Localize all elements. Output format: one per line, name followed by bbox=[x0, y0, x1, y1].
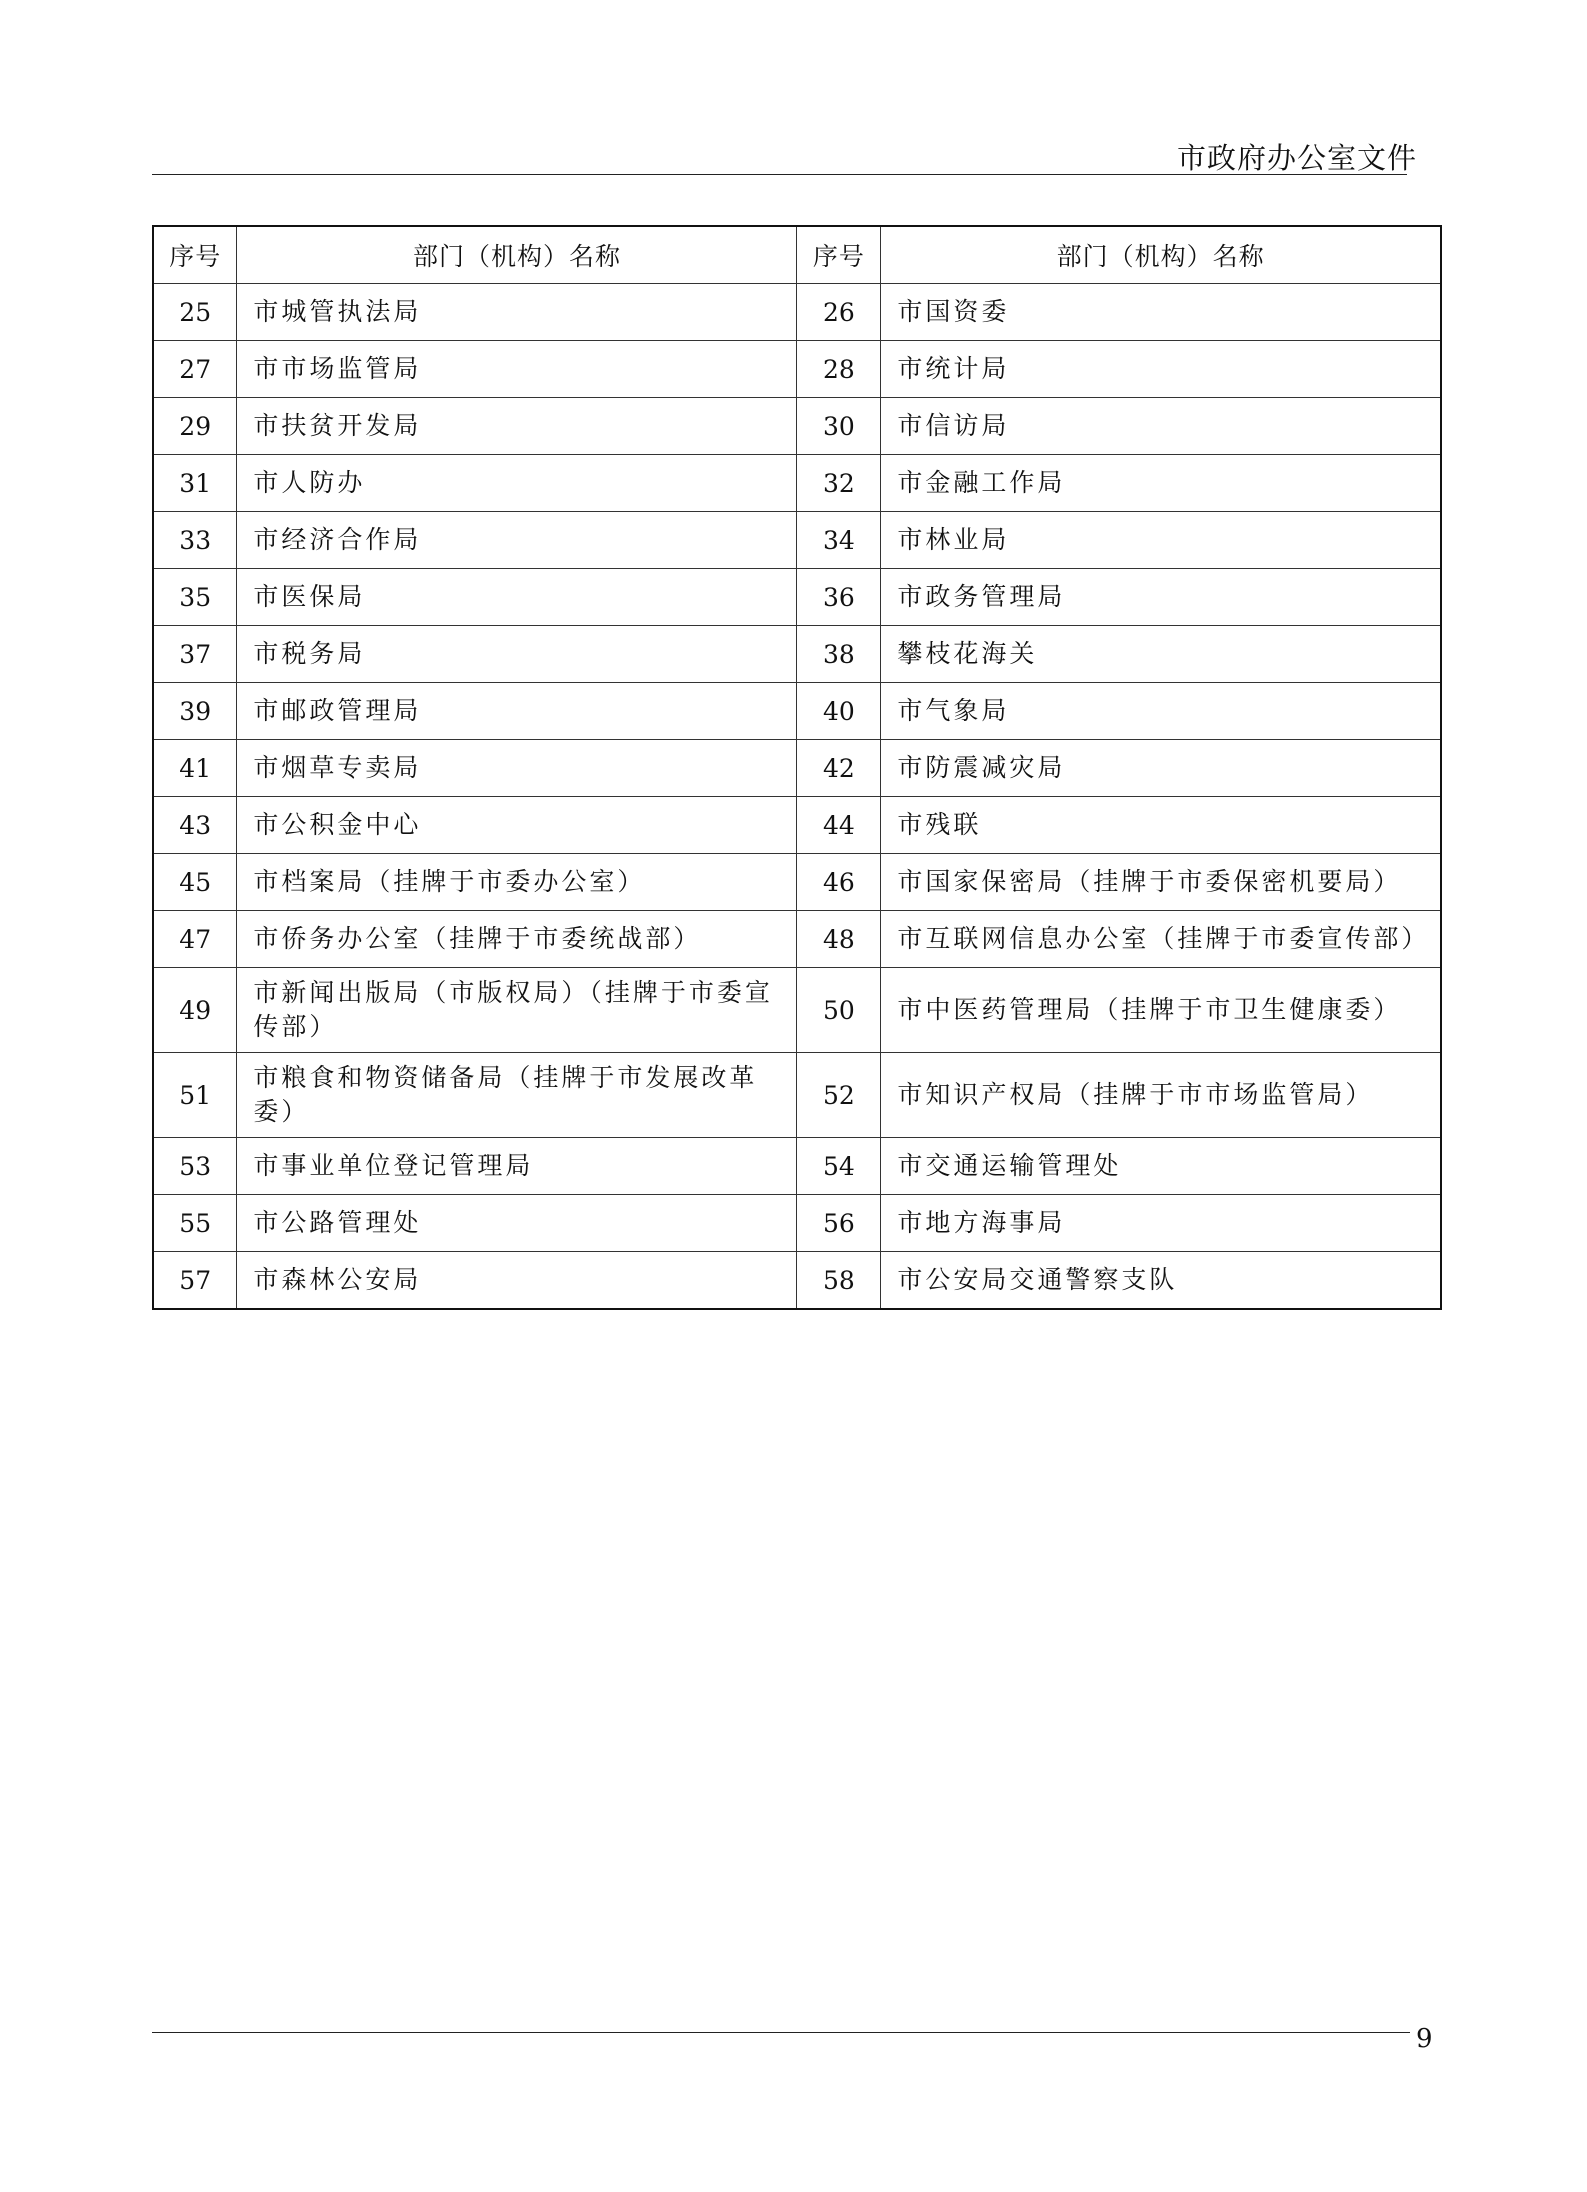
row-number: 49 bbox=[153, 968, 237, 1053]
department-name: 市公积金中心 bbox=[237, 797, 797, 854]
table-row bbox=[153, 1195, 1441, 1252]
row-number: 54 bbox=[797, 1138, 881, 1195]
row-number: 29 bbox=[153, 398, 237, 455]
row-number: 58 bbox=[797, 1252, 881, 1310]
department-name: 市公安局交通警察支队 bbox=[881, 1252, 1441, 1310]
row-number: 25 bbox=[153, 284, 237, 341]
header-seq-right: 序号 bbox=[797, 226, 881, 284]
department-name: 市林业局 bbox=[881, 512, 1441, 569]
row-number: 47 bbox=[153, 911, 237, 968]
row-number: 51 bbox=[153, 1053, 237, 1138]
department-name: 市档案局（挂牌于市委办公室） bbox=[237, 854, 797, 911]
department-name: 市粮食和物资储备局（挂牌于市发展改革委） bbox=[237, 1053, 797, 1138]
department-name: 市金融工作局 bbox=[881, 455, 1441, 512]
row-number: 36 bbox=[797, 569, 881, 626]
table-row bbox=[153, 569, 1441, 626]
row-number: 38 bbox=[797, 626, 881, 683]
department-name: 市气象局 bbox=[881, 683, 1441, 740]
page-number: 9 bbox=[1416, 2024, 1433, 2054]
row-number: 53 bbox=[153, 1138, 237, 1195]
row-number: 33 bbox=[153, 512, 237, 569]
row-number: 31 bbox=[153, 455, 237, 512]
header-dept-left: 部门（机构）名称 bbox=[237, 226, 797, 284]
table-row bbox=[153, 512, 1441, 569]
table-row bbox=[153, 797, 1441, 854]
department-name: 市税务局 bbox=[237, 626, 797, 683]
department-name: 市经济合作局 bbox=[237, 512, 797, 569]
department-name: 市医保局 bbox=[237, 569, 797, 626]
department-name: 市扶贫开发局 bbox=[237, 398, 797, 455]
header-rule bbox=[152, 174, 1407, 175]
department-name: 市知识产权局（挂牌于市市场监管局） bbox=[881, 1053, 1441, 1138]
department-name: 市烟草专卖局 bbox=[237, 740, 797, 797]
row-number: 45 bbox=[153, 854, 237, 911]
table-row bbox=[153, 626, 1441, 683]
row-number: 39 bbox=[153, 683, 237, 740]
department-name: 市政务管理局 bbox=[881, 569, 1441, 626]
row-number: 44 bbox=[797, 797, 881, 854]
department-name: 市新闻出版局（市版权局）（挂牌于市委宣传部） bbox=[237, 968, 797, 1053]
table-row bbox=[153, 1252, 1441, 1310]
table-row bbox=[153, 398, 1441, 455]
department-name: 市互联网信息办公室（挂牌于市委宣传部） bbox=[881, 911, 1441, 968]
row-number: 27 bbox=[153, 341, 237, 398]
department-table bbox=[152, 225, 1442, 1310]
table-row bbox=[153, 740, 1441, 797]
footer-rule bbox=[152, 2032, 1410, 2033]
department-name: 市事业单位登记管理局 bbox=[237, 1138, 797, 1195]
row-number: 30 bbox=[797, 398, 881, 455]
row-number: 35 bbox=[153, 569, 237, 626]
department-name: 市公路管理处 bbox=[237, 1195, 797, 1252]
department-name: 市统计局 bbox=[881, 341, 1441, 398]
row-number: 34 bbox=[797, 512, 881, 569]
table-row bbox=[153, 1138, 1441, 1195]
department-name: 市国资委 bbox=[881, 284, 1441, 341]
row-number: 26 bbox=[797, 284, 881, 341]
row-number: 57 bbox=[153, 1252, 237, 1310]
department-name: 市防震减灾局 bbox=[881, 740, 1441, 797]
department-name: 市人防办 bbox=[237, 455, 797, 512]
table-row bbox=[153, 911, 1441, 968]
table-row bbox=[153, 341, 1441, 398]
row-number: 37 bbox=[153, 626, 237, 683]
row-number: 46 bbox=[797, 854, 881, 911]
department-name: 市侨务办公室（挂牌于市委统战部） bbox=[237, 911, 797, 968]
table-row bbox=[153, 455, 1441, 512]
row-number: 32 bbox=[797, 455, 881, 512]
row-number: 43 bbox=[153, 797, 237, 854]
department-name: 市邮政管理局 bbox=[237, 683, 797, 740]
table-row bbox=[153, 968, 1441, 1053]
row-number: 56 bbox=[797, 1195, 881, 1252]
row-number: 50 bbox=[797, 968, 881, 1053]
table-row bbox=[153, 1053, 1441, 1138]
table-row bbox=[153, 854, 1441, 911]
department-name: 攀枝花海关 bbox=[881, 626, 1441, 683]
row-number: 55 bbox=[153, 1195, 237, 1252]
header-dept-right: 部门（机构）名称 bbox=[881, 226, 1441, 284]
department-name: 市市场监管局 bbox=[237, 341, 797, 398]
department-name: 市交通运输管理处 bbox=[881, 1138, 1441, 1195]
row-number: 41 bbox=[153, 740, 237, 797]
department-name: 市信访局 bbox=[881, 398, 1441, 455]
department-name: 市森林公安局 bbox=[237, 1252, 797, 1310]
header-seq-left: 序号 bbox=[153, 226, 237, 284]
table-row bbox=[153, 683, 1441, 740]
table-row bbox=[153, 284, 1441, 341]
row-number: 48 bbox=[797, 911, 881, 968]
department-name: 市城管执法局 bbox=[237, 284, 797, 341]
document-header-title: 市政府办公室文件 bbox=[1176, 141, 1417, 175]
department-name: 市地方海事局 bbox=[881, 1195, 1441, 1252]
department-name: 市残联 bbox=[881, 797, 1441, 854]
department-name: 市中医药管理局（挂牌于市卫生健康委） bbox=[881, 968, 1441, 1053]
department-name: 市国家保密局（挂牌于市委保密机要局） bbox=[881, 854, 1441, 911]
row-number: 40 bbox=[797, 683, 881, 740]
table-header-row bbox=[153, 226, 1441, 284]
row-number: 28 bbox=[797, 341, 881, 398]
row-number: 52 bbox=[797, 1053, 881, 1138]
row-number: 42 bbox=[797, 740, 881, 797]
